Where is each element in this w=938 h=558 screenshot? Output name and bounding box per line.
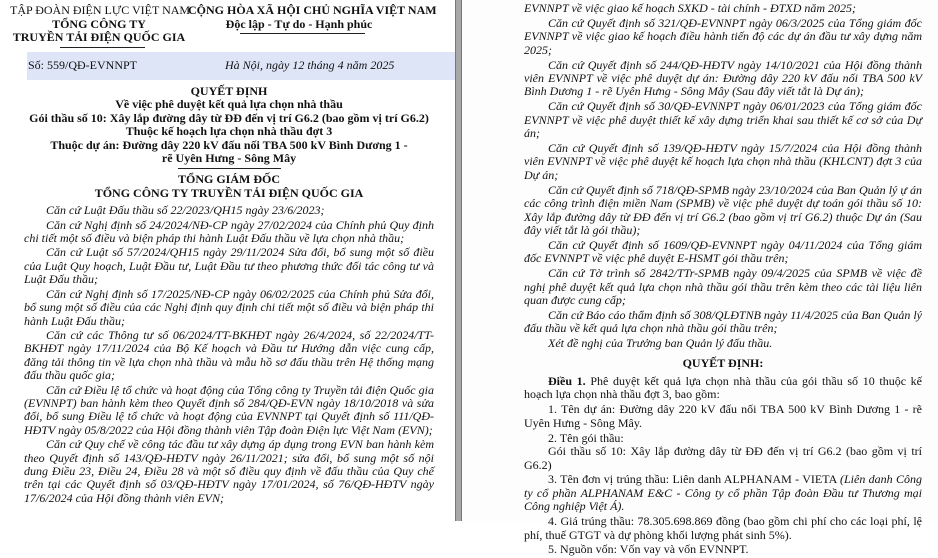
article-label: Điều 1. <box>548 374 586 389</box>
basis: Căn cứ các Thông tư số 06/2024/TT-BKHĐT ngày 26/4/2024, số 22/2024/TT-BKHĐT ngày 17/11/2024 của Bộ Kế hoạch và Đầu tư Hướng dẫn việc cung cấp, đăng tải thông tin về lựa chọn nhà thầu và mẫu hồ sơ đấu thầu trên Hệ thống mạng đấu thầu quốc gia; <box>24 327 434 383</box>
basis: Căn cứ Tờ trình số 2842/TTr-SPMB ngày 09/4/2025 của SPMB về việc đề nghị phê duyệt kết quả lựa chọn nhà thầu gói thầu trên kèm theo các tài liệu liên quan được cung cấp; <box>524 266 922 308</box>
item-2: 2. Tên gói thầu: <box>548 430 624 445</box>
divider <box>60 47 145 48</box>
decision-title: QUYẾT ĐỊNH: <box>682 355 764 370</box>
basis: EVNNPT về việc giao kế hoạch SXKD - tài chính - ĐTXD năm 2025; <box>524 1 857 15</box>
basis: Căn cứ Nghị định số 24/2024/NĐ-CP ngày 27/02/2024 của Chính phủ Quy định chi tiết một số điều và biện pháp thi hành Luật Đấu thầu về lựa chọn nhà thầu; <box>24 217 434 246</box>
left-page <box>0 0 455 521</box>
basis: Căn cứ Nghị định số 17/2025/NĐ-CP ngày 06/02/2025 của Chính phủ Sửa đổi, bổ sung một số điều của các Nghị định quy định chi tiết một số điều và biện pháp thi hành Luật Đấu thầu; <box>24 286 434 328</box>
item-3-detail: (Liên danh Công ty cổ phần ALPHANAM E&C - Công ty cổ phần Tập đoàn Đầu tư Thương mại Công nghiệp Việt Á). <box>524 472 922 514</box>
basis: Căn cứ Quyết định số 30/QĐ-EVNNPT ngày 06/01/2023 của Tổng giám đốc EVNNPT về việc phê duyệt thiết kế xây dựng triển khai sau thiết kế cơ sở của Dự án; <box>524 99 922 141</box>
article-1 <box>524 375 922 557</box>
organization-header <box>10 3 191 45</box>
org-line2: TRUYỀN TẢI ĐIỆN QUỐC GIA <box>12 30 186 44</box>
subtitle: Thuộc dự án: Đường dây 220 kV đấu nối TBA 500 kV Bình Dương 1 - rẽ Uyên Hưng - Sông Mây <box>50 137 408 166</box>
right-page <box>462 0 938 557</box>
basis: Căn cứ Quyết định số 244/QĐ-HĐTV ngày 14/10/2021 của Hội đồng thành viên EVNNPT về việc phê duyệt dự án: Đường dây 220 kV đấu nối TBA 500 kV Bình Dương 1 - rẽ Uyên Hưng - Sông Mây (Sau đây viết tắt là Dự án); <box>524 57 922 99</box>
authority-title: TỔNG GIÁM ĐỐC <box>178 172 280 187</box>
national-header <box>188 3 437 31</box>
basis: Căn cứ Quyết định số 718/QĐ-SPMB ngày 23/10/2024 của Ban Quản lý ự án các công trình điện miền Nam (SPMB) về việc phê duyệt dự toán gói thầu số 10: Xây lắp đường dây từ ĐĐ đến vị trí G6.2 (bao gồm vị trí G6.2) thuộc Dự án (Sau đây viết tắt là gói thầu); <box>524 182 922 237</box>
item-1: 1. Tên dự án: Đường dây 220 kV đấu nối TBA 500 kV Bình Dương 1 - rẽ Uyên Hưng - Sông Mây. <box>524 402 922 430</box>
authority <box>24 173 434 200</box>
subtitle: Về việc phê duyệt kết quả lựa chọn nhà thầu <box>115 97 343 112</box>
item-4: 4. Giá trúng thầu: 78.305.698.869 đồng (bao gồm chi phí cho các loại phí, lệ phí, thuế GTGT và dự phòng khối lượng phát sinh 5%). <box>524 514 922 542</box>
document-number: Số: 559/QĐ-EVNNPT <box>28 58 138 72</box>
motto: Độc lập - Tự do - Hạnh phúc <box>225 16 373 31</box>
basis: Căn cứ Luật số 57/2024/QH15 ngày 29/11/2024 Sửa đổi, bổ sung một số điều của Luật Quy hoạch, Luật Đầu tư, Luật Đầu tư theo phương thức đối tác công tư và Luật Đấu thầu; <box>24 245 434 287</box>
subtitle: Thuộc kế hoạch lựa chọn nhà thầu đợt 3 <box>125 124 333 139</box>
parent-org: TẬP ĐOÀN ĐIỆN LỰC VIỆT NAM <box>10 3 191 17</box>
item-2-value: Gói thầu số 10: Xây lắp đường dây từ ĐĐ đến vị trí G6.2 (bao gồm vị trí G6.2) <box>524 444 922 472</box>
item-3 <box>524 473 922 513</box>
authority-org: TỔNG CÔNG TY TRUYỀN TẢI ĐIỆN QUỐC GIA <box>94 185 364 200</box>
item-3-text: 3. Tên đơn vị trúng thầu: Liên danh ALPHANAM - VIETA <box>548 472 840 487</box>
subtitle: Gói thầu số 10: Xây lắp đường dây từ ĐĐ đến vị trí G6.2 (bao gồm vị trí G6.2) <box>29 110 429 125</box>
basis: Căn cứ Báo cáo thẩm định số 308/QLĐTNB ngày 11/4/2025 của Ban Quản lý đấu thầu về kết quả lựa chọn nhà thầu gói thầu trên; <box>524 307 922 336</box>
basis: Căn cứ Điều lệ tổ chức và hoạt động của Tổng công ty Truyền tải điện Quốc gia (EVNNPT) ban hành kèm theo Quyết định số 284/QĐ-EVN ngày 18/10/2018 và sửa đổi, bổ sung Điều lệ tổ chức và hoạt động của EVNNPT tại Quyết định số 111/QĐ-HĐTV ngày 05/8/2022 của Hội đồng thành viên Tập đoàn Điện lực Việt Nam (EVN); <box>24 382 434 437</box>
right-content <box>524 2 922 558</box>
basis: Căn cứ Luật Đấu thầu số 22/2023/QH15 ngày 23/6/2023; <box>46 203 325 218</box>
country-name: CỘNG HÒA XÃ HỘI CHỦ NGHĨA VIỆT NAM <box>188 3 437 17</box>
legal-bases <box>24 204 434 505</box>
divider <box>240 33 365 34</box>
legal-bases <box>524 2 922 351</box>
left-content <box>24 85 434 506</box>
basis: Căn cứ Quyết định số 1609/QĐ-EVNNPT ngày 04/11/2024 của Tổng giám đốc EVNNPT về việc phê duyệt E-HSMT gói thầu trên; <box>524 237 922 266</box>
article-1-intro <box>524 375 922 402</box>
basis: Căn cứ Quy chế về công tác đầu tư xây dựng áp dụng trong EVN ban hành kèm theo Quyết định số 143/QĐ-HĐTV ngày 26/11/2021; sửa đổi, bổ sung một số nội dung Điều 23, Điều 24, Điều 28 và một số điều quy định về đấu thầu của Quy chế trên tại các Quyết định số 03/QĐ-HĐTV ngày 17/01/2024, số 76/QĐ-HĐTV ngày 17/6/2024 của Hội đồng thành viên EVN; <box>24 437 434 505</box>
article-text: Phê duyệt kết quả lựa chọn nhà thầu của gói thầu số 10 thuộc kế hoạch lựa chọn nhà thầu đợt 3, bao gồm: <box>524 374 922 402</box>
item-5: 5. Nguồn vốn: Vốn vay và vốn EVNNPT. <box>548 542 749 557</box>
basis: Căn cứ Quyết định số 139/QĐ-HĐTV ngày 15/7/2024 của Hội đồng thành viên EVNNPT về việc phê duyệt kế hoạch lựa chọn nhà thầu (KHLCNT) đợt 3 của Dự án; <box>524 141 922 182</box>
decision-heading <box>24 85 434 165</box>
title: QUYẾT ĐỊNH <box>190 84 268 98</box>
basis: Căn cứ Quyết định số 321/QĐ-EVNNPT ngày 06/3/2025 của Tổng giám đốc EVNNPT về việc giao kế hoạch điều hành tiến độ các dự án đầu tư xây dựng năm 2025; <box>524 15 922 57</box>
basis: Xét đề nghị của Trưởng ban Quản lý đấu thầu. <box>548 336 773 351</box>
place-date: Hà Nội, ngày 12 tháng 4 năm 2025 <box>225 58 395 72</box>
org-line1: TỔNG CÔNG TY <box>52 16 146 31</box>
page-separator <box>455 0 462 521</box>
divider <box>178 168 281 169</box>
